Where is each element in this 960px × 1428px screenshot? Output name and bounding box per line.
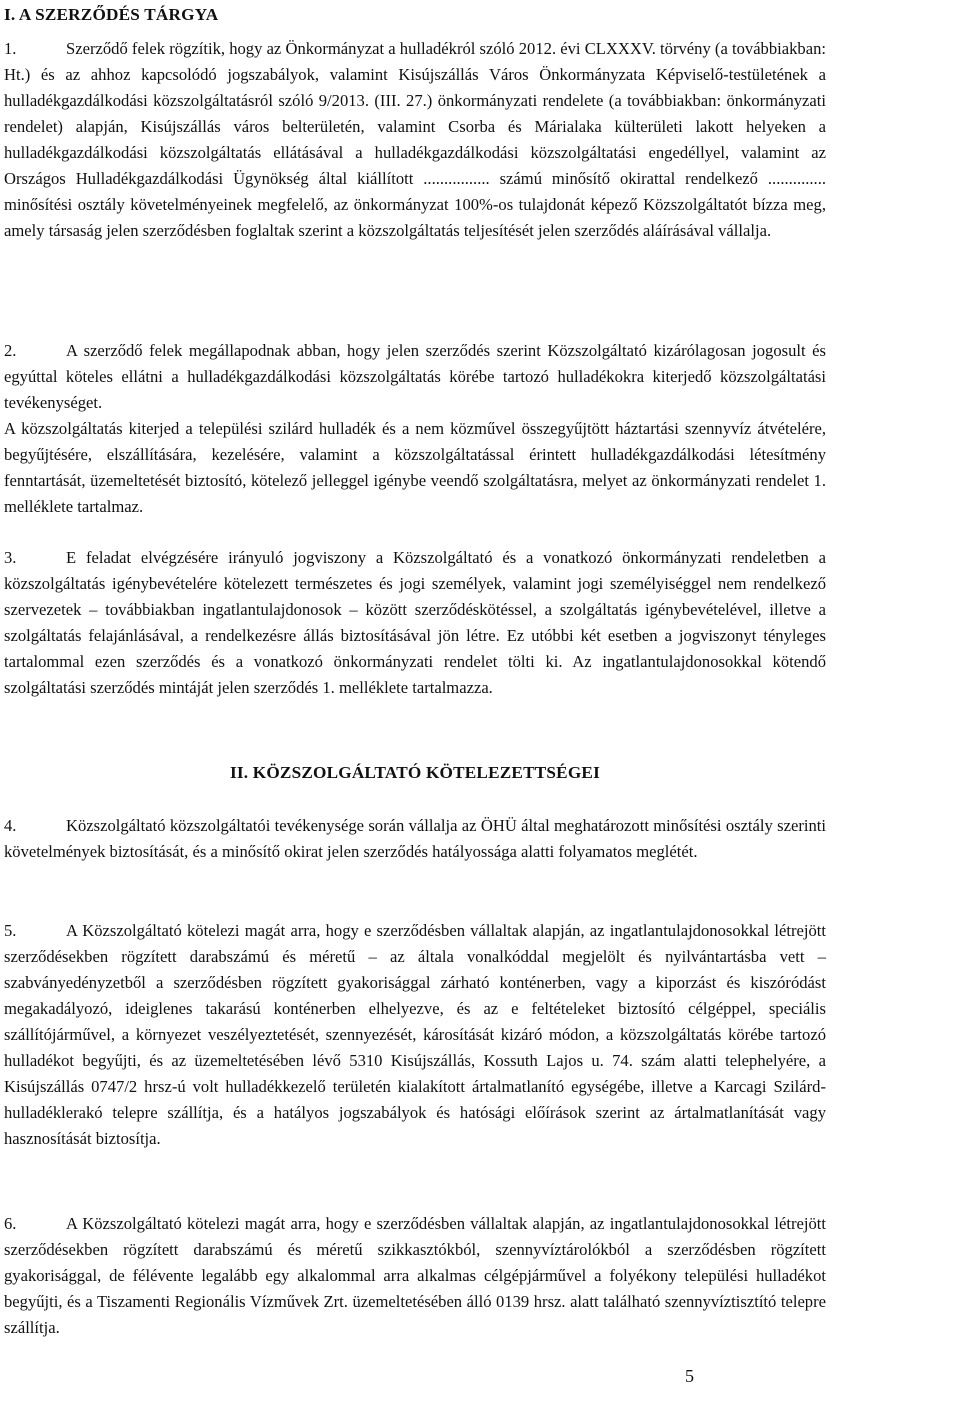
paragraph-4	[4, 813, 826, 865]
paragraph-text: E feladat elvégzésére irányuló jogviszony a Közszolgáltató és a vonatkozó önkormányzati rendeletben a közszolgáltatás igénybevételére kötelezett természetes és jogi személyek, valamint jogi személyiséggel nem rendelkező szervezetek – továbbiakban ingatlantulajdonosok – között szerződéskötéssel, a szolgáltatás igénybevételével, illetve a szolgáltatás felajánlásával, a rendelkezésre állás biztosításával jön létre. Ez utóbbi két esetben a jogviszonyt tényleges tartalommal ezen szerződés és a vonatkozó önkormányzati rendelet tölti ki. Az ingatlantulajdonosokkal kötendő szolgáltatási szerződés mintáját jelen szerződés 1. melléklete tartalmazza.	[4, 548, 826, 697]
paragraph-number: 3.	[4, 548, 17, 567]
paragraph-6	[4, 1211, 826, 1341]
paragraph-number: 2.	[4, 341, 17, 360]
paragraph-number: 1.	[4, 39, 17, 58]
paragraph-2	[4, 338, 826, 416]
paragraph-3	[4, 545, 826, 701]
page-number: 5	[685, 1366, 694, 1386]
paragraph-text: A Közszolgáltató kötelezi magát arra, hogy e szerződésben vállaltak alapján, az ingatlantulajdonosokkal létrejött szerződésekben rögzített darabszámú és méretű szikkasztókból, szennyvíztárolókból a szerződésben rögzített gyakorisággal, de félévente legalább egy alkalommal arra alkalmas célgépjárművel a folyékony települési hulladékot begyűjti, és a Tiszamenti Regionális Vízművek Zrt. üzemeltetésében álló 0139 hrsz. alatt található szennyvíztisztító telepre szállítja.	[4, 1214, 826, 1337]
section-heading-1: I. A SZERZŐDÉS TÁRGYA	[4, 5, 219, 24]
paragraph-text: A Közszolgáltató kötelezi magát arra, hogy e szerződésben vállaltak alapján, az ingatlantulajdonosokkal létrejött szerződésekben rögzített darabszámú és méretű – az általa vonalkóddal megjelölt és nyilvántartásba vett – szabványedényzetből a szerződésben rögzített gyakorisággal zárható konténerben, vagy a kiporzást és kiszóródást megakadályozó, ideiglenes takarású konténerben elhelyezve, és az e feltételeket biztosító célgéppel, speciális szállítójárművel, a környezet veszélyeztetését, szennyezését, károsítását kizáró módon, a közszolgáltatás körébe tartozó hulladékot begyűjti, és az üzemeltetésében lévő 5310 Kisújszállás, Kossuth Lajos u. 74. szám alatti telephelyére, a Kisújszállás 0747/2 hrsz-ú volt hulladékkezelő területén kialakított ártalmatlanító egységébe, illetve a Karcagi Szilárd-hulladéklerakó telepre szállítja, és a hatályos jogszabályok és hatósági előírások szerint az ártalmatlanítását vagy hasznosítását biztosítja.	[4, 921, 826, 1148]
paragraph-2-continuation: A közszolgáltatás kiterjed a települési szilárd hulladék és a nem közművel összegyűjtött háztartási szennyvíz átvételére, begyűjtésére, elszállítására, kezelésére, valamint a közszolgáltatással érintett hulladékgazdálkodási létesítmény fenntartását, üzemeltetését biztosító, kötelező jelleggel igénybe veendő szolgáltatásra, melyet az önkormányzati rendelet 1. melléklete tartalmaz.	[4, 419, 826, 516]
paragraph-number: 5.	[4, 921, 17, 940]
paragraph-text: Szerződő felek rögzítik, hogy az Önkormányzat a hulladékról szóló 2012. évi CLXXXV. törvény (a továbbiakban: Ht.) és az ahhoz kapcsolódó jogszabályok, valamint Kisújszállás Város Önkormányzata Képviselő-testületének a hulladékgazdálkodási közszolgáltatásról szóló 9/2013. (III. 27.) önkormányzati rendelete (a továbbiakban: önkormányzati rendelet) alapján, Kisújszállás város belterületén, valamint Csorba és Márialaka külterületi lakott helyeken a hulladékgazdálkodási közszolgáltatás ellátásával a hulladékgazdálkodási közszolgáltatási engedéllyel, valamint az Országos Hulladékgazdálkodási Ügynökség által kiállított ................ számú minősítő okirattal rendelkező .............. minősítési osztály követelményeinek megfelelő, az önkormányzat 100%-os tulajdonát képező Közszolgáltatót bízza meg, amely társaság jelen szerződésben foglaltak szerint a közszolgáltatás teljesítését jelen szerződés aláírásával vállalja.	[4, 39, 826, 240]
paragraph-text: A szerződő felek megállapodnak abban, hogy jelen szerződés szerint Közszolgáltató kizárólagosan jogosult és egyúttal köteles ellátni a hulladékgazdálkodási közszolgáltatás körébe tartozó hulladékokra kiterjedő közszolgáltatási tevékenységet.	[4, 341, 826, 412]
paragraph-text: Közszolgáltató közszolgáltatói tevékenysége során vállalja az ÖHÜ által meghatározott minősítési osztály szerinti követelmények biztosítását, és a minősítő okirat jelen szerződés hatályossága alatti folyamatos meglétét.	[4, 816, 826, 861]
document-page	[4, 0, 826, 1428]
paragraph-1	[4, 36, 826, 244]
paragraph-5	[4, 918, 826, 1152]
section-heading-2: II. KÖZSZOLGÁLTATÓ KÖTELEZETTSÉGEI	[230, 763, 600, 782]
paragraph-number: 6.	[4, 1214, 17, 1233]
paragraph-number: 4.	[4, 816, 17, 835]
